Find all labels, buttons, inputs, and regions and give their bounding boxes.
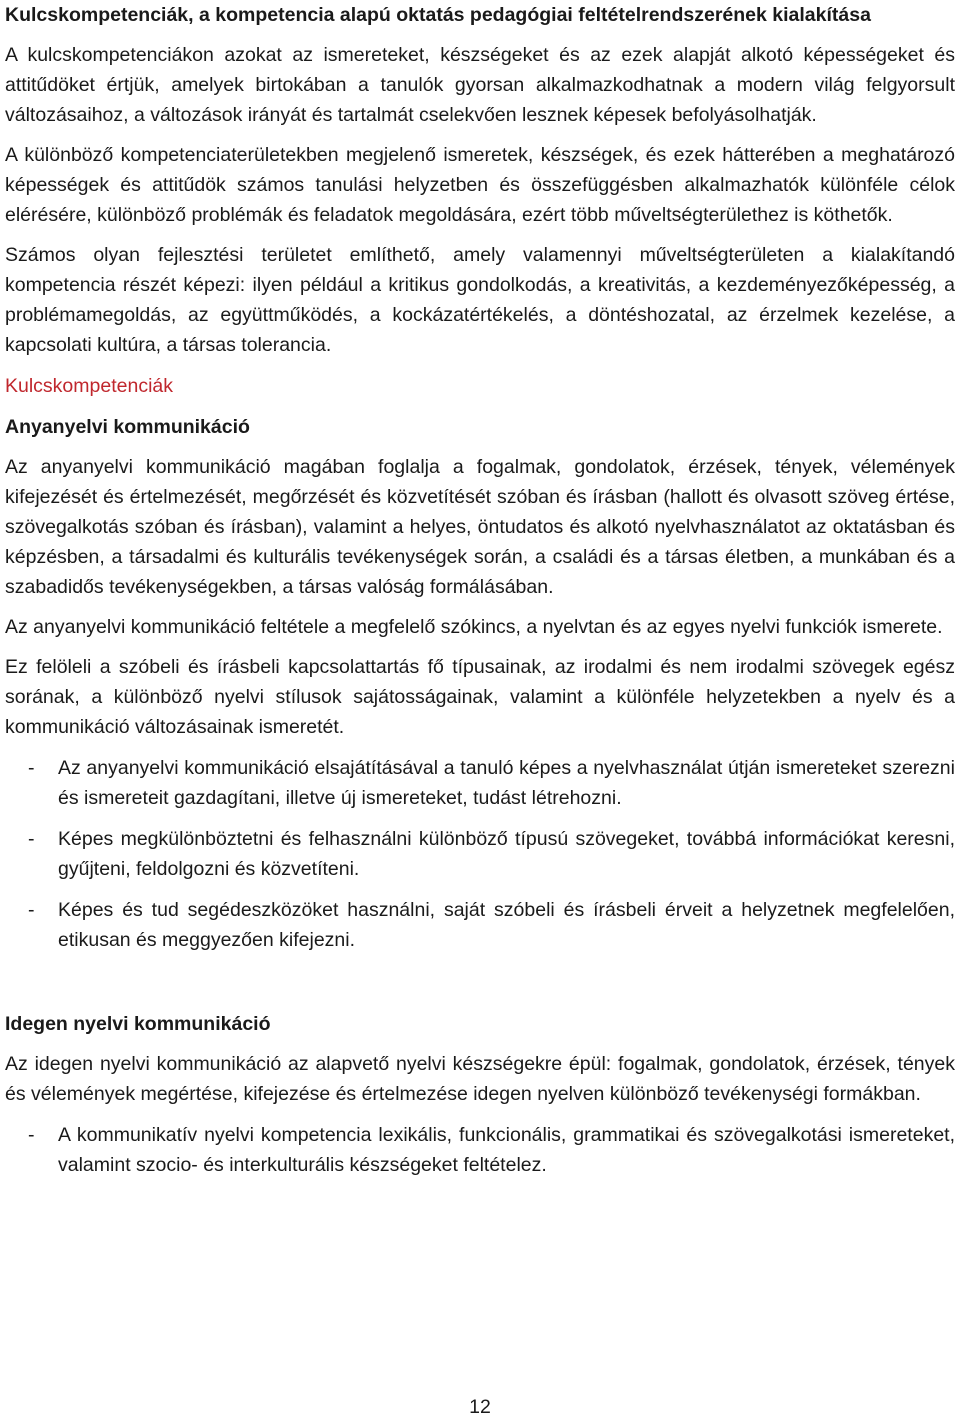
list-item <box>5 895 955 955</box>
list-item-text: Képes megkülönböztetni és felhasználni különböző típusú szövegeket, továbbá információkat keresni, gyűjteni, feldolgozni és közvetíteni. <box>58 828 955 880</box>
page-number: 12 <box>469 1396 491 1418</box>
dash-bullet: - <box>28 899 35 921</box>
intro-paragraph-2: A különböző kompetenciaterületekben megjelenő ismeretek, készségek, és ezek hátterében a meghatározó képességek és attitűdök számos tanulási helyzetben és összefüggésben alkalmazhatók különféle célok elérésére, különböző problémák és feladatok megoldására, ezért több műveltségterülethez is köthetők. <box>5 144 955 226</box>
list-item <box>5 753 955 813</box>
list-item-text: A kommunikatív nyelvi kompetencia lexikális, funkcionális, grammatikai és szövegalkotási ismereteket, valamint szocio- és interkulturális készségeket feltételez. <box>58 1124 955 1176</box>
anyanyelvi-paragraph-2: Az anyanyelvi kommunikáció feltétele a megfelelő szókincs, a nyelvtan és az egyes nyelvi funkciók ismerete. <box>5 616 943 638</box>
subsection-heading-anyanyelvi: Anyanyelvi kommunikáció <box>5 416 250 438</box>
list-item <box>5 824 955 884</box>
list-item-text: Képes és tud segédeszközöket használni, saját szóbeli és írásbeli érveit a helyzetnek megfelelően, etikusan és meggyezően kifejezni. <box>58 899 955 951</box>
dash-bullet: - <box>28 1124 35 1146</box>
idegen-nyelvi-paragraph-1: Az idegen nyelvi kommunikáció az alapvető nyelvi készségekre épül: fogalmak, gondolatok, érzések, tények és vélemények megértése, kifejezése és értelmezése idegen nyelven különböző tevékenységi formákban. <box>5 1053 955 1105</box>
anyanyelvi-paragraph-3: Ez felöleli a szóbeli és írásbeli kapcsolattartás fő típusainak, az irodalmi és nem irodalmi szövegek egész sorának, a különböző nyelvi stílusok sajátosságainak, valamint a különféle helyzetekben a nyelv és a kommunikáció változásainak ismeretét. <box>5 656 955 738</box>
list-item <box>5 1120 955 1180</box>
intro-paragraph-1: A kulcskompetenciákon azokat az ismereteket, készségeket és az ezek alapját alkotó képességeket és attitűdöket értjük, amelyek birtokában a tanulók gyorsan alkalmazkodhatnak a modern világ felgyorsult változásaihoz, a változások irányát és tartalmát cselekvően lesznek képesek befolyásolhatják. <box>5 44 955 126</box>
anyanyelvi-paragraph-1: Az anyanyelvi kommunikáció magában foglalja a fogalmak, gondolatok, érzések, tények, vélemények kifejezését és értelmezését, megőrzését és közvetítését szóban és írásban (hallott és olvasott szöveg értése, szövegalkotás szóban és írásban), valamint a helyes, öntudatos és alkotó nyelvhasználatot az oktatásban és képzésben, a társadalmi és kulturális tevékenységek során, a családi és a társas életben, a munkában és a szabadidős tevékenységekben, a társas valóság formálásában. <box>5 456 955 598</box>
subsection-heading-idegen-nyelvi: Idegen nyelvi kommunikáció <box>5 1013 271 1035</box>
intro-paragraph-3: Számos olyan fejlesztési területet említhető, amely valamennyi műveltségterületen a kialakítandó kompetencia részét képezi: ilyen például a kritikus gondolkodás, a kreativitás, a kezdeményezőképesség, a problémamegoldás, az együttműködés, a kockázatértékelés, a döntéshozatal, az érzelmek kezelése, a kapcsolati kultúra, a társas tolerancia. <box>5 244 955 356</box>
section-heading-kulcskompetenciak: Kulcskompetenciák <box>5 375 173 397</box>
document-page <box>5 0 955 1180</box>
document-title: Kulcskompetenciák, a kompetencia alapú oktatás pedagógiai feltételrendszerének kialakítása <box>5 4 871 26</box>
idegen-nyelvi-bullet-list <box>5 1120 955 1180</box>
anyanyelvi-bullet-list <box>5 753 955 955</box>
dash-bullet: - <box>28 757 35 779</box>
dash-bullet: - <box>28 828 35 850</box>
list-item-text: Az anyanyelvi kommunikáció elsajátításával a tanuló képes a nyelvhasználat útján ismereteket szerezni és ismereteit gazdagítani, illetve új ismereteket, tudást létrehozni. <box>58 757 955 809</box>
